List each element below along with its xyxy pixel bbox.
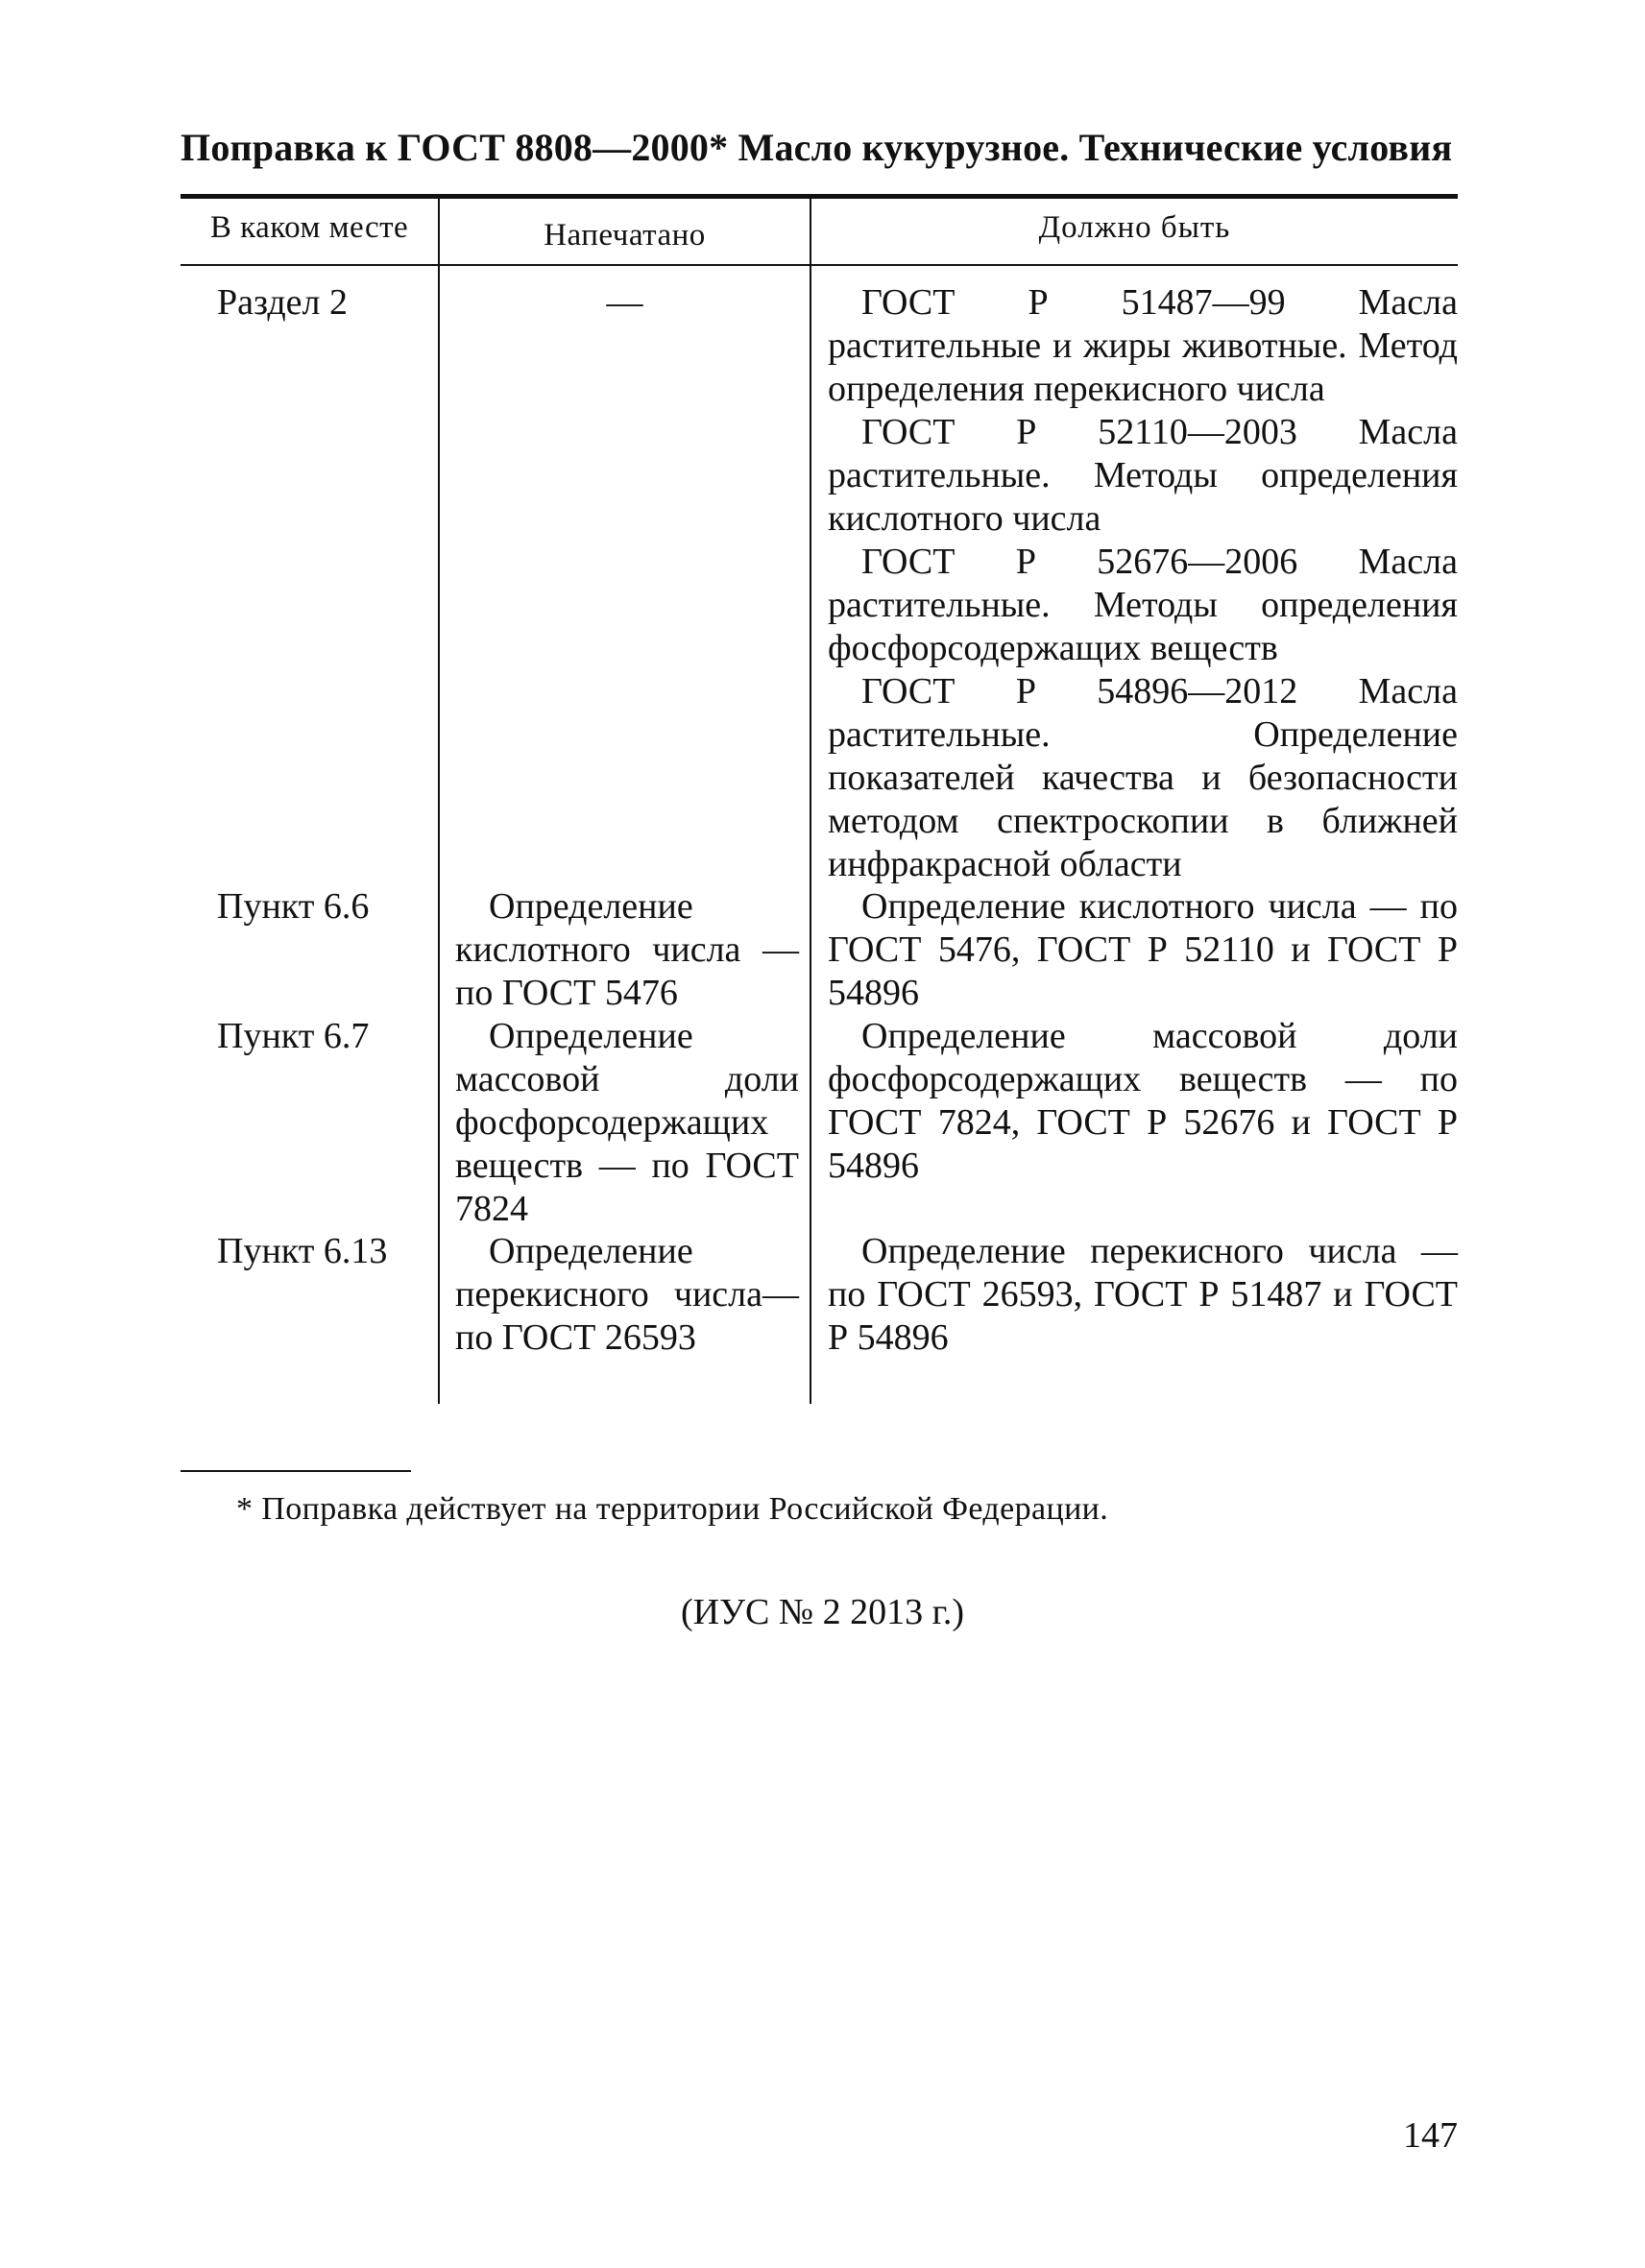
footnote: * Поправка действует на территории Российской Федерации. [236, 1491, 1109, 1527]
header-place: В каком месте [209, 210, 409, 245]
header-printed: Напечатано [544, 218, 706, 253]
printed-text: Определение перекисного числа— по ГОСТ 26593 [455, 1231, 799, 1358]
footnote-rule [181, 1470, 411, 1472]
should-be-text: Определение кислотного числа — по ГОСТ 5476, ГОСТ Р 52110 и ГОСТ Р 54896 [828, 886, 1458, 1013]
row-3-printed [455, 1015, 799, 1231]
header-should-be: Должно быть [1038, 210, 1231, 245]
row-2-place: Пункт 6.6 [217, 886, 370, 927]
row-2-should-be [828, 885, 1458, 1015]
page-number: 147 [1403, 2115, 1458, 2156]
should-be-text: Определение массовой доли фосфорсодержащих веществ — по ГОСТ 7824, ГОСТ Р 52676 и ГОСТ Р 54896 [828, 1016, 1458, 1186]
column-divider-2 [810, 199, 811, 1404]
should-be-paragraph: ГОСТ Р 52110—2003 Масла растительные. Методы определения кислотного числа [828, 412, 1458, 539]
should-be-paragraph: ГОСТ Р 54896—2012 Масла растительные. Определение показателей качества и безопасности методом спектроскопии в ближней инфракрасной области [828, 671, 1458, 884]
printed-text: Определение кислотного числа — по ГОСТ 5476 [455, 886, 799, 1013]
document-title: Поправка к ГОСТ 8808—2000* Масло кукурузное. Технические условия [181, 126, 1453, 169]
should-be-paragraph: ГОСТ Р 51487—99 Масла растительные и жиры животные. Метод определения перекисного числа [828, 282, 1458, 409]
row-4-should-be [828, 1230, 1458, 1360]
row-1-printed: — [606, 282, 643, 323]
title-rule [181, 194, 1458, 199]
row-1-place: Раздел 2 [217, 282, 348, 323]
row-4-printed [455, 1230, 799, 1360]
header-rule [181, 264, 1458, 266]
printed-text: Определение массовой доли фосфорсодержащих веществ — по ГОСТ 7824 [455, 1016, 799, 1229]
column-divider-1 [438, 199, 440, 1404]
row-3-place: Пункт 6.7 [217, 1016, 370, 1056]
should-be-paragraph: ГОСТ Р 52676—2006 Масла растительные. Методы определения фосфорсодержащих веществ [828, 542, 1458, 668]
row-4-place: Пункт 6.13 [217, 1231, 388, 1271]
row-3-should-be [828, 1015, 1458, 1188]
should-be-text: Определение перекисного числа — по ГОСТ 26593, ГОСТ Р 51487 и ГОСТ Р 54896 [828, 1231, 1458, 1358]
row-2-printed [455, 885, 799, 1015]
ius-reference: (ИУС № 2 2013 г.) [680, 1592, 965, 1632]
row-1-should-be [828, 281, 1458, 886]
